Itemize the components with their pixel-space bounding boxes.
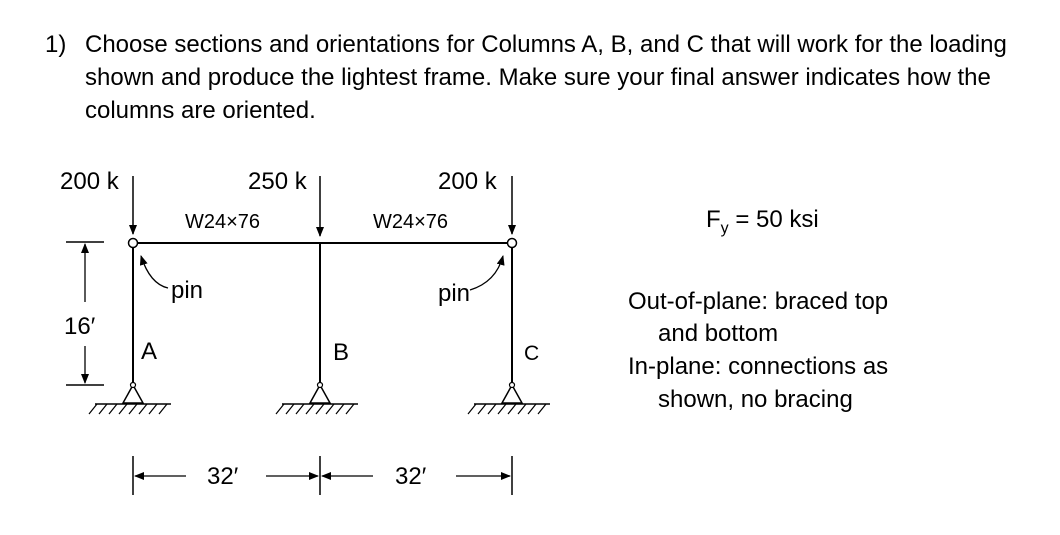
- note-line-2: and bottom: [658, 320, 779, 347]
- column-label-b: B: [333, 339, 350, 366]
- pin-label-left: pin: [171, 277, 204, 304]
- pin-support-c: [468, 383, 550, 415]
- span-label-right: 32′: [395, 463, 427, 490]
- note-line-1: Out-of-plane: braced top: [628, 288, 889, 315]
- yield-strength: $F_y = 50$ ksi: [706, 206, 819, 237]
- pin-connection-c: [508, 239, 517, 248]
- pin-support-a: [89, 383, 171, 415]
- pin-connection-a: [129, 239, 138, 248]
- pin-leader-right: [470, 256, 503, 290]
- pin-support-b: [276, 383, 358, 415]
- pin-leader-left: [141, 256, 168, 288]
- column-label-a: A: [141, 338, 158, 365]
- problem-number: 1): [45, 31, 67, 58]
- span-label-left: 32′: [207, 463, 239, 490]
- span-dimension: [133, 456, 512, 495]
- beam-label-right: W24×76: [373, 211, 449, 233]
- pin-label-right: pin: [438, 280, 471, 307]
- note-line-4: shown, no bracing: [658, 386, 853, 413]
- problem-text: Choose sections and orientations for Columns A, B, and C that will work for the loading shown and produce the lightest frame. Make sure your final answer indicates how the columns are oriented.: [85, 31, 1007, 124]
- load-label-2: 250 k: [248, 168, 307, 195]
- load-label-3: 200 k: [438, 168, 497, 195]
- load-label-1: 200 k: [60, 168, 119, 195]
- column-label-c: C: [524, 342, 540, 365]
- beam-label-left: W24×76: [185, 211, 261, 233]
- note-line-3: In-plane: connections as: [628, 353, 889, 380]
- height-label: 16′: [64, 313, 96, 340]
